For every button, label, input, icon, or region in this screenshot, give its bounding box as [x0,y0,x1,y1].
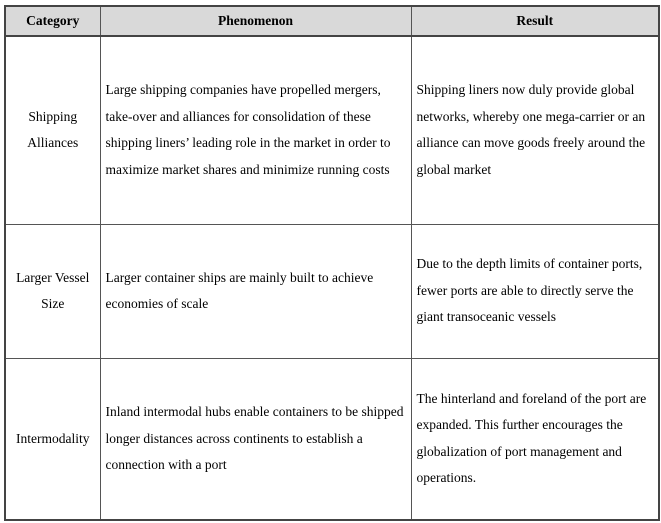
phenomenon-cell: Inland intermodal hubs enable containers to be shipped longer distances across continents to establish a connection with a port [100,358,411,520]
header-phenomenon: Phenomenon [100,6,411,36]
category-cell [5,358,100,520]
phenomenon-cell: Larger container ships are mainly built to achieve economies of scale [100,224,411,358]
phenomenon-cell: Large shipping companies have propelled mergers, take-over and alliances for consolidation of these shipping liners’ leading role in the market in order to maximize market shares and minimize running costs [100,36,411,224]
category-line: Intermodality [16,430,90,446]
table-row [5,358,659,520]
header-result: Result [411,6,659,36]
category-line: Larger Vessel [16,269,90,285]
category-cell [5,224,100,358]
result-cell: Shipping liners now duly provide global networks, whereby one mega-carrier or an alliance can move goods freely around the global market [411,36,659,224]
result-cell: Due to the depth limits of container ports, fewer ports are able to directly serve the giant transoceanic vessels [411,224,659,358]
table-row [5,36,659,224]
category-line: Size [41,296,65,311]
result-cell: The hinterland and foreland of the port are expanded. This further encourages the globalization of port management and operations. [411,358,659,520]
category-line: Alliances [27,135,79,151]
header-row [5,6,659,36]
category-line: Shipping [28,108,78,124]
comparison-table [4,5,660,521]
table-row [5,224,659,358]
header-category: Category [5,6,100,36]
category-cell [5,36,100,224]
